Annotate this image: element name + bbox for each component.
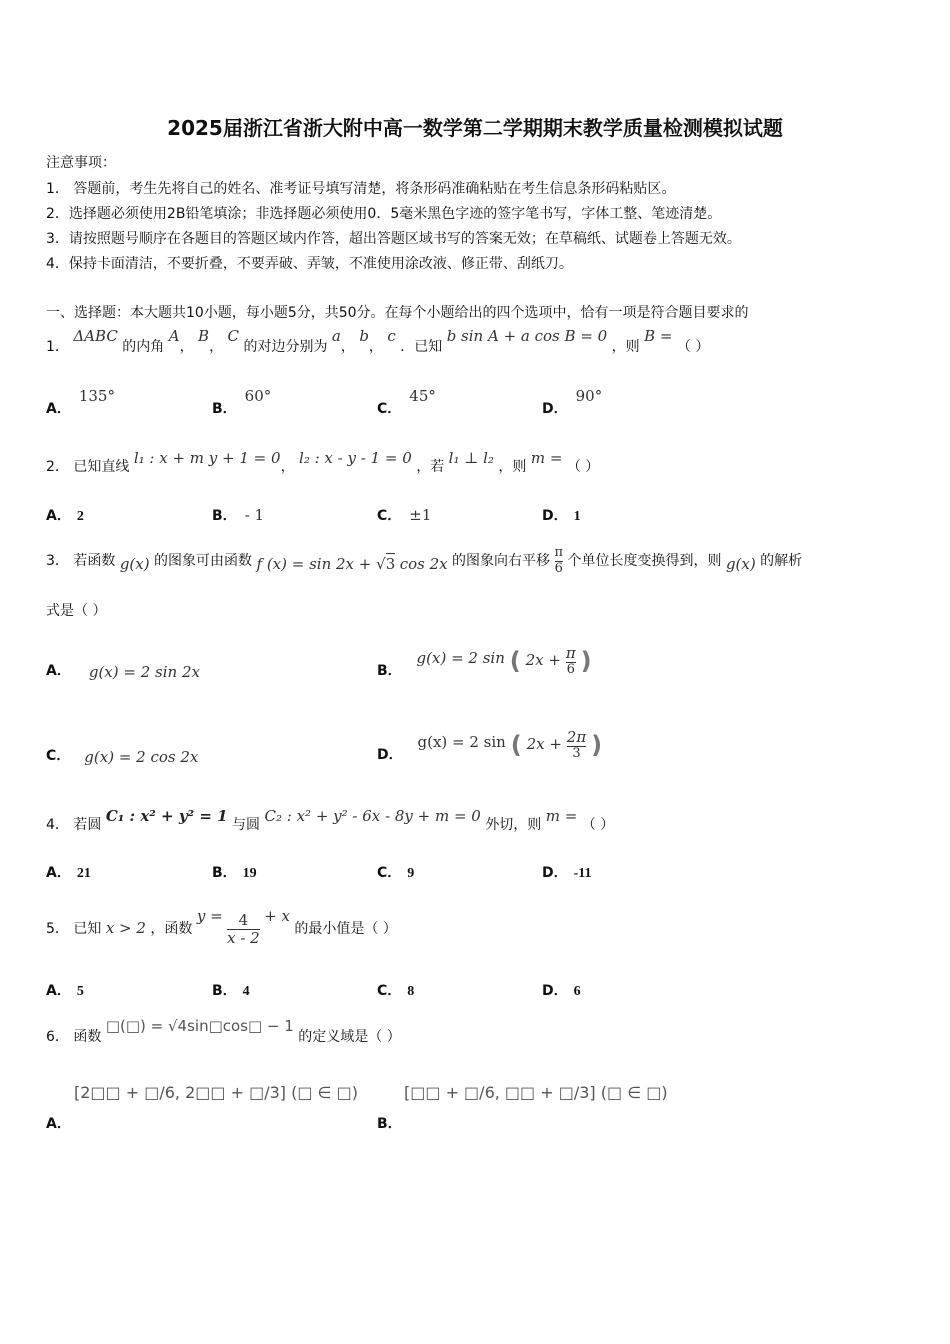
q2-text: 已知直线 bbox=[73, 459, 130, 475]
option-value: 135° bbox=[78, 387, 115, 405]
q3-text: 的图象向右平移 bbox=[452, 553, 551, 569]
angle-a: A bbox=[168, 327, 180, 345]
option-label: A． bbox=[46, 983, 71, 999]
option-b bbox=[212, 505, 264, 525]
q1-text: ．已知 bbox=[400, 339, 443, 355]
comma: ， bbox=[209, 339, 224, 355]
q1-text: 的对边分别为 bbox=[243, 339, 328, 355]
option-label: C． bbox=[377, 401, 402, 417]
option-value: - 1 bbox=[244, 506, 265, 524]
option-b bbox=[377, 636, 592, 685]
fraction-pi-6 bbox=[555, 546, 564, 576]
q4-text: 与圆 bbox=[232, 817, 261, 833]
option-value: ±1 bbox=[409, 506, 432, 524]
option-label: A． bbox=[46, 865, 71, 881]
notice-item: 3．请按照题号顺序在各题目的答题区域内作答，超出答题区域书写的答案无效；在草稿纸、试题卷上答题无效。 bbox=[46, 231, 741, 247]
q4-text: 外切，则 bbox=[485, 817, 542, 833]
fraction-numerator: π bbox=[554, 545, 564, 561]
option-b bbox=[212, 862, 257, 882]
q6-text: 函数 bbox=[73, 1029, 102, 1045]
side-b: b bbox=[359, 327, 369, 345]
fraction-numerator: 4 bbox=[238, 911, 249, 929]
option-c bbox=[377, 505, 431, 525]
function-g: g(x) bbox=[725, 555, 756, 573]
q1-equation: b sin A + a cos B = 0 bbox=[446, 327, 608, 345]
option-value: 9 bbox=[407, 866, 415, 881]
question-number: 2． bbox=[46, 459, 69, 475]
fraction bbox=[567, 729, 586, 761]
option-value: g(x) = 2 cos 2x bbox=[84, 748, 199, 766]
comma: ， bbox=[280, 459, 295, 475]
triangle-abc: ΔABC bbox=[73, 327, 118, 345]
question-number: 5． bbox=[46, 921, 69, 937]
circle-c1: C₁ : x² + y² = 1 bbox=[105, 807, 228, 825]
q3-text: 的解析 bbox=[760, 553, 803, 569]
question-number: 3． bbox=[46, 553, 69, 569]
function-f-cos: cos 2x bbox=[399, 555, 448, 573]
sqrt-symbol: √3 bbox=[376, 555, 396, 573]
circle-c2: C₂ : x² + y² - 6x - 8y + m = 0 bbox=[264, 807, 481, 825]
left-paren: ( bbox=[509, 647, 521, 675]
option-b bbox=[212, 387, 272, 418]
option-a: A． bbox=[46, 1116, 71, 1132]
comma: ， bbox=[368, 339, 383, 355]
question-2 bbox=[46, 448, 599, 485]
q3-text: 若函数 bbox=[73, 553, 116, 569]
page-title: 2025届浙江省浙大附中高一数学第二学期期末教学质量检测模拟试题 bbox=[167, 116, 783, 140]
option-label: C． bbox=[377, 865, 402, 881]
option-value: g(x) = 2 sin bbox=[416, 649, 505, 667]
option-label: D． bbox=[542, 983, 568, 999]
question-number: 6． bbox=[46, 1029, 69, 1045]
fraction-denominator: 3 bbox=[572, 745, 581, 761]
option-a bbox=[46, 862, 91, 882]
q2-m-equals: m = bbox=[530, 449, 563, 467]
comma: ， bbox=[340, 339, 355, 355]
notice-item: 1． 答题前，考生先将自己的姓名、准考证号填写清楚，将条形码准确粘贴在考生信息条形码粘贴区。 bbox=[46, 181, 676, 197]
option-label: B． bbox=[212, 865, 237, 881]
option-value: 45° bbox=[409, 387, 436, 405]
option-value: 6 bbox=[573, 984, 581, 999]
question-5 bbox=[46, 900, 397, 957]
option-value: 1 bbox=[573, 509, 581, 524]
option-value: 90° bbox=[575, 387, 603, 405]
option-value: 21 bbox=[76, 866, 91, 881]
angle-c: C bbox=[227, 327, 239, 345]
question-number: 4． bbox=[46, 817, 69, 833]
q5-text: 已知 bbox=[73, 921, 102, 937]
q5-y-equals: y = bbox=[196, 907, 223, 925]
option-c bbox=[377, 980, 414, 1000]
option-value: 4 bbox=[242, 984, 250, 999]
option-value: 8 bbox=[407, 984, 415, 999]
sqrt-radicand: 3 bbox=[385, 555, 396, 573]
option-label: C． bbox=[377, 508, 402, 524]
line-l2: l₂ : x - y - 1 = 0 bbox=[299, 449, 412, 467]
option-label: D． bbox=[377, 747, 403, 763]
q3-text: 的图象可由函数 bbox=[154, 553, 253, 569]
option-value-inner: 2x + bbox=[526, 735, 562, 753]
option-label: B． bbox=[212, 401, 237, 417]
q1-b-equals: B = bbox=[644, 327, 673, 345]
option-label: B． bbox=[377, 663, 402, 679]
angle-b: B bbox=[198, 327, 210, 345]
option-value: g(x) = 2 sin 2x bbox=[88, 663, 200, 681]
option-d bbox=[542, 980, 581, 1000]
q4-text: 若圆 bbox=[73, 817, 102, 833]
option-label: C． bbox=[377, 983, 402, 999]
option-b-value: [□□ + □/6, □□ + □/3] (□ ∈ □) bbox=[404, 1083, 668, 1102]
option-label: A． bbox=[46, 508, 71, 524]
option-a-value: [2□□ + □/6, 2□□ + □/3] (□ ∈ □) bbox=[74, 1083, 358, 1102]
option-value: g(x) = 2 sin bbox=[417, 733, 506, 751]
answer-blank: （ ） bbox=[581, 817, 615, 833]
option-c bbox=[46, 745, 198, 765]
q6-function: □(□) = √4sin□cos□ − 1 bbox=[105, 1017, 294, 1035]
option-label: A． bbox=[46, 401, 71, 417]
section-heading: 一、选择题：本大题共10小题，每小题5分，共50分。在每个小题给出的四个选项中，恰有一项是符合题目要求的 bbox=[46, 305, 749, 321]
option-d bbox=[542, 862, 592, 882]
q2-text: ，则 bbox=[498, 459, 527, 475]
option-value: 5 bbox=[76, 984, 84, 999]
line-l1: l₁ : x + m y + 1 = 0 bbox=[133, 449, 281, 467]
option-d bbox=[377, 720, 602, 769]
fraction-denominator: x - 2 bbox=[227, 928, 260, 947]
question-1 bbox=[46, 328, 709, 365]
option-c bbox=[377, 387, 436, 418]
comma: ， bbox=[179, 339, 194, 355]
option-a bbox=[46, 505, 84, 525]
q5-text: 的最小值是（ ） bbox=[294, 921, 397, 937]
option-b: B． bbox=[377, 1116, 402, 1132]
option-c bbox=[377, 862, 414, 882]
notice-item: 2．选择题必须使用2B铅笔填涂；非选择题必须使用0．5毫米黑色字迹的签字笔书写，字体工整、笔迹清楚。 bbox=[46, 206, 722, 222]
option-value: 2 bbox=[76, 509, 84, 524]
q1-text: ，则 bbox=[611, 339, 640, 355]
q5-plus-x: + x bbox=[264, 907, 290, 925]
option-label: A． bbox=[46, 663, 71, 679]
option-label: D． bbox=[542, 508, 568, 524]
fraction-denominator: 6 bbox=[554, 560, 563, 576]
option-a bbox=[46, 387, 115, 418]
option-value-inner: 2x + bbox=[525, 651, 561, 669]
q4-m-equals: m = bbox=[545, 807, 578, 825]
q2-text: ，若 bbox=[416, 459, 445, 475]
option-value: 60° bbox=[244, 387, 272, 405]
function-g: g(x) bbox=[119, 555, 150, 573]
notice-item: 4．保持卡面清洁，不要折叠，不要弄破、弄皱，不准使用涂改液、修正带、刮纸刀。 bbox=[46, 256, 573, 272]
question-6 bbox=[46, 1018, 401, 1055]
q1-text: 的内角 bbox=[122, 339, 165, 355]
function-f: f (x) = sin 2x + bbox=[256, 555, 377, 573]
right-paren: ) bbox=[591, 731, 603, 759]
q3-text: 个单位长度变换得到，则 bbox=[567, 553, 722, 569]
option-a bbox=[46, 660, 200, 680]
notice-heading: 注意事项： bbox=[46, 155, 116, 171]
question-number: 1． bbox=[46, 339, 69, 355]
q5-condition: x > 2 bbox=[105, 919, 146, 937]
option-d bbox=[542, 387, 603, 418]
q5-text: ，函数 bbox=[150, 921, 193, 937]
left-paren: ( bbox=[510, 731, 522, 759]
option-label: B． bbox=[212, 508, 237, 524]
question-3 bbox=[46, 540, 802, 581]
answer-blank: （ ） bbox=[566, 459, 600, 475]
perpendicular-condition: l₁ ⊥ l₂ bbox=[448, 449, 494, 467]
option-label: D． bbox=[542, 401, 568, 417]
fraction-denominator: 6 bbox=[566, 661, 575, 677]
option-b bbox=[212, 980, 250, 1000]
option-d bbox=[542, 505, 581, 525]
option-a bbox=[46, 980, 84, 1000]
side-c: c bbox=[387, 327, 396, 345]
option-value: 19 bbox=[242, 866, 257, 881]
question-4 bbox=[46, 806, 614, 843]
option-label: B． bbox=[212, 983, 237, 999]
fraction bbox=[566, 645, 576, 677]
fraction-numerator: π bbox=[565, 644, 576, 663]
q3-text-continued: 式是（ ） bbox=[46, 603, 107, 619]
option-label: C． bbox=[46, 748, 71, 764]
option-value: -11 bbox=[573, 866, 592, 881]
fraction bbox=[227, 912, 260, 946]
option-label: D． bbox=[542, 865, 568, 881]
fraction-numerator: 2π bbox=[566, 728, 587, 747]
right-paren: ) bbox=[580, 647, 592, 675]
answer-blank: （ ） bbox=[676, 339, 710, 355]
q6-text: 的定义域是（ ） bbox=[298, 1029, 401, 1045]
side-a: a bbox=[331, 327, 341, 345]
